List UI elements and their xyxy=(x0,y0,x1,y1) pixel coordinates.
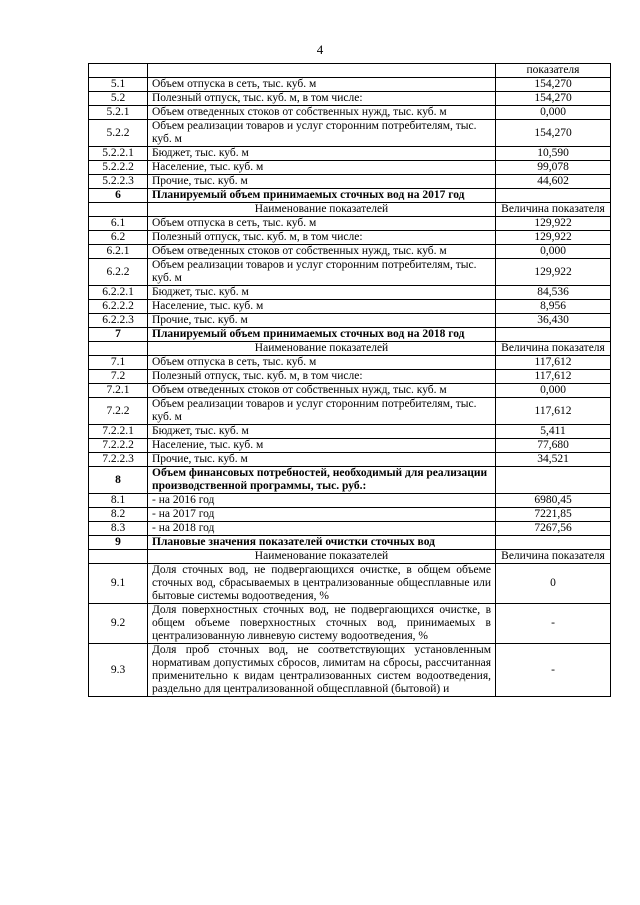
row-value: 129,922 xyxy=(496,231,611,245)
row-value: 0 xyxy=(496,564,611,604)
row-value: 117,612 xyxy=(496,356,611,370)
table-row xyxy=(89,604,611,644)
row-number: 9.3 xyxy=(89,644,148,697)
row-value: 154,270 xyxy=(496,78,611,92)
row-value: 117,612 xyxy=(496,398,611,425)
table-row xyxy=(89,300,611,314)
section-number: 7 xyxy=(89,328,148,342)
row-name: Население, тыс. куб. м xyxy=(148,161,496,175)
column-header-name: Наименование показателей xyxy=(148,550,496,564)
row-name: Доля сточных вод, не подвергающихся очистке, в общем объеме сточных вод, сбрасываемых в централизованные общесплавные или бытовые системы водоотведения, % xyxy=(148,564,496,604)
row-value: 77,680 xyxy=(496,439,611,453)
row-name: Полезный отпуск, тыс. куб. м, в том числе: xyxy=(148,92,496,106)
row-value: 7267,56 xyxy=(496,522,611,536)
row-name: - на 2016 год xyxy=(148,494,496,508)
section-row xyxy=(89,328,611,342)
row-number: 6.2.1 xyxy=(89,245,148,259)
table-row xyxy=(89,147,611,161)
section-title: Планируемый объем принимаемых сточных вод на 2018 год xyxy=(148,328,496,342)
section-value xyxy=(496,189,611,203)
row-number: 7.2.1 xyxy=(89,384,148,398)
table-row xyxy=(89,231,611,245)
row-name: Бюджет, тыс. куб. м xyxy=(148,286,496,300)
row-value: 0,000 xyxy=(496,245,611,259)
row-value: - xyxy=(496,644,611,697)
section-value xyxy=(496,467,611,494)
row-value: 117,612 xyxy=(496,370,611,384)
row-name: Объем отведенных стоков от собственных нужд, тыс. куб. м xyxy=(148,106,496,120)
row-number: 5.2.1 xyxy=(89,106,148,120)
row-value: 99,078 xyxy=(496,161,611,175)
row-number: 5.2.2.3 xyxy=(89,175,148,189)
row-name: Прочие, тыс. куб. м xyxy=(148,314,496,328)
row-value: 34,521 xyxy=(496,453,611,467)
row-value: 84,536 xyxy=(496,286,611,300)
table-row xyxy=(89,398,611,425)
row-name: Объем реализации товаров и услуг сторонним потребителям, тыс. куб. м xyxy=(148,259,496,286)
table-row xyxy=(89,120,611,147)
table-row xyxy=(89,92,611,106)
section-row xyxy=(89,536,611,550)
row-value: 154,270 xyxy=(496,92,611,106)
column-header-value: Величина показателя xyxy=(496,342,611,356)
row-number: 5.2.2.1 xyxy=(89,147,148,161)
row-number: 7.2 xyxy=(89,370,148,384)
row-name: Доля поверхностных сточных вод, не подвергающихся очистке, в общем объеме поверхностных сточных вод, принимаемых в централизованную ливневую систему водоотведения, % xyxy=(148,604,496,644)
row-name: Объем отведенных стоков от собственных нужд, тыс. куб. м xyxy=(148,245,496,259)
continuation-header-row xyxy=(89,64,611,78)
row-value: 6980,45 xyxy=(496,494,611,508)
section-row xyxy=(89,189,611,203)
row-number xyxy=(89,64,148,78)
table-row xyxy=(89,439,611,453)
row-value: 0,000 xyxy=(496,106,611,120)
row-value: 36,430 xyxy=(496,314,611,328)
table-row xyxy=(89,78,611,92)
row-number: 5.1 xyxy=(89,78,148,92)
column-header-row xyxy=(89,342,611,356)
table-row xyxy=(89,384,611,398)
row-name: Бюджет, тыс. куб. м xyxy=(148,425,496,439)
row-name xyxy=(148,64,496,78)
row-name: Население, тыс. куб. м xyxy=(148,439,496,453)
table-row xyxy=(89,217,611,231)
row-number: 7.2.2.2 xyxy=(89,439,148,453)
row-name: Полезный отпуск, тыс. куб. м, в том числе: xyxy=(148,231,496,245)
row-number: 6.1 xyxy=(89,217,148,231)
row-number: 7.2.2.1 xyxy=(89,425,148,439)
row-name: Полезный отпуск, тыс. куб. м, в том числе: xyxy=(148,370,496,384)
row-value: 8,956 xyxy=(496,300,611,314)
row-value: 5,411 xyxy=(496,425,611,439)
row-number: 8.2 xyxy=(89,508,148,522)
table-row xyxy=(89,453,611,467)
section-title: Плановые значения показателей очистки сточных вод xyxy=(148,536,496,550)
page-number: 4 xyxy=(316,42,324,57)
row-name: - на 2017 год xyxy=(148,508,496,522)
row-name: - на 2018 год xyxy=(148,522,496,536)
section-number: 6 xyxy=(89,189,148,203)
row-number: 5.2.2.2 xyxy=(89,161,148,175)
row-number: 6.2.2 xyxy=(89,259,148,286)
row-value: 129,922 xyxy=(496,259,611,286)
table-row xyxy=(89,245,611,259)
row-number: 6.2.2.3 xyxy=(89,314,148,328)
column-header-name: Наименование показателей xyxy=(148,342,496,356)
table-row xyxy=(89,522,611,536)
section-number: 8 xyxy=(89,467,148,494)
row-name: Объем отпуска в сеть, тыс. куб. м xyxy=(148,217,496,231)
table-row xyxy=(89,564,611,604)
table-row xyxy=(89,175,611,189)
row-name: Прочие, тыс. куб. м xyxy=(148,175,496,189)
row-number xyxy=(89,550,148,564)
row-number: 6.2.2.2 xyxy=(89,300,148,314)
table-row xyxy=(89,314,611,328)
row-name: Доля проб сточных вод, не соответствующих установленным нормативам допустимых сбросов, лимитам на сбросы, рассчитанная применительно к видам централизованных систем водоотведения, раздельно для централизованной общесплавной (бытовой) и xyxy=(148,644,496,697)
table-row xyxy=(89,106,611,120)
table-row xyxy=(89,161,611,175)
row-number xyxy=(89,342,148,356)
row-value: 0,000 xyxy=(496,384,611,398)
column-header-row xyxy=(89,203,611,217)
table-row xyxy=(89,494,611,508)
table-row xyxy=(89,425,611,439)
table-row xyxy=(89,644,611,697)
row-name: Прочие, тыс. куб. м xyxy=(148,453,496,467)
column-header-row xyxy=(89,550,611,564)
row-number: 7.2.2 xyxy=(89,398,148,425)
row-number: 9.2 xyxy=(89,604,148,644)
table-row xyxy=(89,259,611,286)
row-number: 6.2 xyxy=(89,231,148,245)
row-value: - xyxy=(496,604,611,644)
row-value: 7221,85 xyxy=(496,508,611,522)
section-title: Планируемый объем принимаемых сточных вод на 2017 год xyxy=(148,189,496,203)
section-number: 9 xyxy=(89,536,148,550)
section-value xyxy=(496,328,611,342)
section-value xyxy=(496,536,611,550)
column-header-value: Величина показателя xyxy=(496,550,611,564)
row-name: Объем отпуска в сеть, тыс. куб. м xyxy=(148,78,496,92)
row-number xyxy=(89,203,148,217)
section-title: Объем финансовых потребностей, необходимый для реализации производственной программы, тыс. руб.: xyxy=(148,467,496,494)
row-number: 7.2.2.3 xyxy=(89,453,148,467)
table-row xyxy=(89,508,611,522)
row-number: 8.3 xyxy=(89,522,148,536)
row-number: 6.2.2.1 xyxy=(89,286,148,300)
row-number: 9.1 xyxy=(89,564,148,604)
column-header-value: Величина показателя xyxy=(496,203,611,217)
row-value: 129,922 xyxy=(496,217,611,231)
column-header-name: Наименование показателей xyxy=(148,203,496,217)
row-name: Объем отпуска в сеть, тыс. куб. м xyxy=(148,356,496,370)
row-name: Бюджет, тыс. куб. м xyxy=(148,147,496,161)
section-row xyxy=(89,467,611,494)
row-name: Объем реализации товаров и услуг сторонним потребителям, тыс. куб. м xyxy=(148,398,496,425)
row-value: 10,590 xyxy=(496,147,611,161)
indicators-table xyxy=(88,63,611,697)
table-row xyxy=(89,286,611,300)
column-header-value: показателя xyxy=(496,64,611,78)
row-number: 5.2 xyxy=(89,92,148,106)
row-number: 8.1 xyxy=(89,494,148,508)
row-number: 5.2.2 xyxy=(89,120,148,147)
row-value: 44,602 xyxy=(496,175,611,189)
row-name: Население, тыс. куб. м xyxy=(148,300,496,314)
table-row xyxy=(89,370,611,384)
row-number: 7.1 xyxy=(89,356,148,370)
row-name: Объем реализации товаров и услуг сторонним потребителям, тыс. куб. м xyxy=(148,120,496,147)
table-row xyxy=(89,356,611,370)
row-value: 154,270 xyxy=(496,120,611,147)
row-name: Объем отведенных стоков от собственных нужд, тыс. куб. м xyxy=(148,384,496,398)
